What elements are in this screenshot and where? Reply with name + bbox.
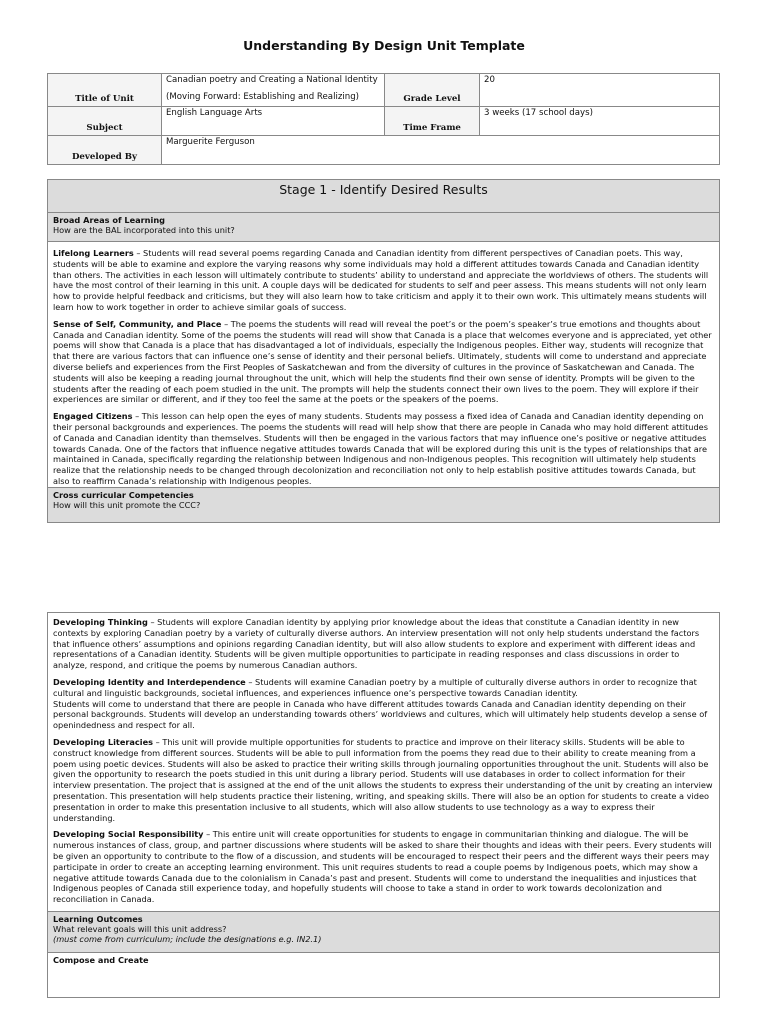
ccc-title: Cross curricular Competencies <box>53 489 194 500</box>
developed-by-label: Developed By <box>48 136 162 165</box>
bal-content-cell <box>48 242 720 488</box>
ccc-question: How will this unit promote the CCC? <box>53 499 201 510</box>
developing-thinking-paragraph <box>53 617 714 671</box>
learning-outcomes-title: Learning Outcomes <box>53 913 143 924</box>
developing-identity-text-2: Students will come to understand that there are people in Canada who have different attitudes towards Canada and Canadian identity depending on their personal backgrounds. Students will develop an understanding towards others’ worldviews and cultures, which will ultimately help students develop a sense of openindedness and respect for all. <box>53 698 708 731</box>
developing-literacies-text: – This unit will provide multiple opportunities for students to practice and improve on their literacy skills. Students will be able to construct knowledge from different sources. Students will be able to pull information from the poems they read due to their ability to create meaning from a poem using poetic devices. Students will also be asked to practice their writing skills through journaling opportunities throughout the unit. Students will also be given the opportunity to research the poets studied in this unit during a library period. Students will use databases in order to collect information for their interview presentation. The project that is assigned at the end of the unit allows the students to express their understanding of the unit by creating an interview presentation. This presentation will help students practice their listening, writing, and speaking skills. There will also be an option for students to create a video presentation in order to make this presentation inclusive to all students, which will also allow students to use technology as a way to express their understanding. <box>53 736 713 823</box>
title-of-unit-value <box>162 74 385 107</box>
lifelong-learners-text: – Students will read several poems regarding Canada and Canadian identity from different perspectives of Canadian poets. This way, students will be able to examine and explore the varying reasons why some individuals may hold a different attitudes towards Canada and Canadian identity than others. The activities in each lesson will ultimately contribute to students’ ability to understand and appreciate the worldviews of others. The students will have the most control of their learning in this unit. A couple days will be dedicated for students to self and peer assess. This means students will not only learn how to provide helpful feedback and criticisms, but they will also learn how to take criticism and apply it to their own work. This ultimately means students will learn how to work together in order to achieve similar goals of success. <box>53 248 709 312</box>
document-title: Understanding By Design Unit Template <box>243 38 525 53</box>
time-frame-label: Time Frame <box>385 107 480 136</box>
compose-create-title: Compose and Create <box>53 954 149 965</box>
developing-social-paragraph <box>53 829 714 905</box>
subject-value: English Language Arts <box>162 107 385 136</box>
developing-thinking-term: Developing Thinking <box>53 617 148 627</box>
learning-outcomes-header-cell <box>48 911 720 952</box>
unit-info-table <box>47 73 720 165</box>
developing-literacies-term: Developing Literacies <box>53 736 154 747</box>
time-frame-value: 3 weeks (17 school days) <box>480 107 720 136</box>
engaged-citizens-term: Engaged Citizens <box>53 411 133 422</box>
competencies-content-cell <box>48 613 720 912</box>
developing-identity-term: Developing Identity and Interdependence <box>53 676 246 687</box>
developing-identity-text: – Students will examine Canadian poetry by a multiple of culturally diverse authors in order to recognize that cultural and linguistic backgrounds, societal influences, and experiences influence one’s perspective towards Canadian identity. <box>53 676 697 698</box>
compose-create-cell <box>48 952 720 997</box>
title-line-1: Canadian poetry and Creating a National Identity <box>166 75 378 85</box>
sense-of-self-text: – The poems the students will read will reveal the poet’s or the poem’s speaker’s true emotions and thoughts about Canada and Canadian identity. Some of the poems the students will read will show that Canada is a place that welcomes everyone and is appreciated, yet other poems will show that Canada is a place that has disadvantaged a lot of individuals, especially the Indigenous peoples. Either way, students will recognize that that there are various factors that can influence one’s sense of identity and their personal beliefs. Ultimately, students will come to understand and appreciate diverse beliefs and experiences from the First Peoples of Saskatchewan and from the diversity of cultures in the province of Saskatchewan and Canada. The students will also be keeping a reading journal throughout the unit, which will help the students find their own sense of identity. Prompts will be given to the students after the reading of each poem studied in the unit. The prompts will help the students connect their own lives to the poem. They will explore if their experiences are similar or different, and if they too feel the same at the poets or the speakers of the poems. <box>53 318 712 405</box>
sense-of-self-paragraph <box>53 319 714 405</box>
stage-1-heading: Stage 1 - Identify Desired Results <box>48 180 720 213</box>
developing-identity-paragraph <box>53 677 714 731</box>
bal-question: How are the BAL incorporated into this unit? <box>53 225 235 235</box>
developing-social-term: Developing Social Responsibility <box>53 829 204 840</box>
learning-outcomes-note: (must come from curriculum; include the designations e.g. IN2.1) <box>53 933 322 944</box>
engaged-citizens-paragraph <box>53 411 714 487</box>
learning-outcomes-question: What relevant goals will this unit address? <box>53 923 227 934</box>
lifelong-learners-term: Lifelong Learners <box>53 248 134 258</box>
grade-level-label: Grade Level <box>385 74 480 107</box>
competencies-table <box>47 612 720 998</box>
developing-literacies-paragraph <box>53 737 714 823</box>
developing-social-text: – This entire unit will create opportunities for students to engage in communitarian thinking and dialogue. The will be numerous instances of class, group, and partner discussions where students will be asked to share their thoughts and ideas with their peers. Every students will be given an opportunity to contribute to the flow of a discussion, and students will be encouraged to respect their peers and the different ways their peers may participate in order to create an accepting learning environment. This unit requires students to read a couple poems by Indigenous poets, which may show a negative attitude towards Canada due to the colonialism in Canada’s past and present. Students will come to understand the inequalities and injustices that Indigenous peoples of Canada still experience today, and hopefully students will choose to take a stand in order to work towards decolonization and reconciliation in Canada. <box>53 829 712 905</box>
engaged-citizens-text: – This lesson can help open the eyes of many students. Students may possess a fixed idea of Canada and Canadian identity depending on their personal backgrounds and experiences. The poems the students will read will help show that there are people in Canada who may hold different attitudes of Canada and Canadian identity than themselves. Students will then be engaged in the various factors that may influence one’s positive or negative attitudes towards Canada. One of the factors that influence negative attitudes towards Canada that will be explored during this unit is the types of relationships that are maintained in Canada, specifically regarding the relationship between Indigenous and non-Indigenous peoples. This recognition will ultimately help students realize that the relationship needs to be changed through decolonization and reconciliation not only to help establish positive attitudes towards Canada, but also to reaffirm Canada’s relationship with Indigenous peoples. <box>53 411 708 486</box>
subject-label: Subject <box>48 107 162 136</box>
developing-thinking-text: – Students will explore Canadian identity by applying prior knowledge about the ideas that constitute a Canadian identity in new contexts by exploring Canadian poetry by a variety of culturally diverse authors. An interview presentation will not only help students understand the factors that influence others’ assumptions and opinions regarding Canadian identity, but will also allow students to explore and experiment with different ideas and representations of a Canadian identity. Students will be given multiple opportunities to participate in reading responses and class discussions in order to analyze, respond, and critique the poems by numerous Canadian authors. <box>53 617 700 671</box>
sense-of-self-term: Sense of Self, Community, and Place <box>53 318 222 329</box>
developed-by-value: Marguerite Ferguson <box>162 136 720 165</box>
bal-header-cell <box>48 213 720 242</box>
stage-1-table <box>47 179 720 523</box>
grade-level-value: 20 <box>480 74 720 107</box>
title-line-2: (Moving Forward: Establishing and Realizing) <box>166 92 360 102</box>
lifelong-learners-paragraph <box>53 248 714 313</box>
title-of-unit-label: Title of Unit <box>48 74 162 107</box>
bal-title: Broad Areas of Learning <box>53 215 166 225</box>
ccc-header-cell <box>48 487 720 522</box>
